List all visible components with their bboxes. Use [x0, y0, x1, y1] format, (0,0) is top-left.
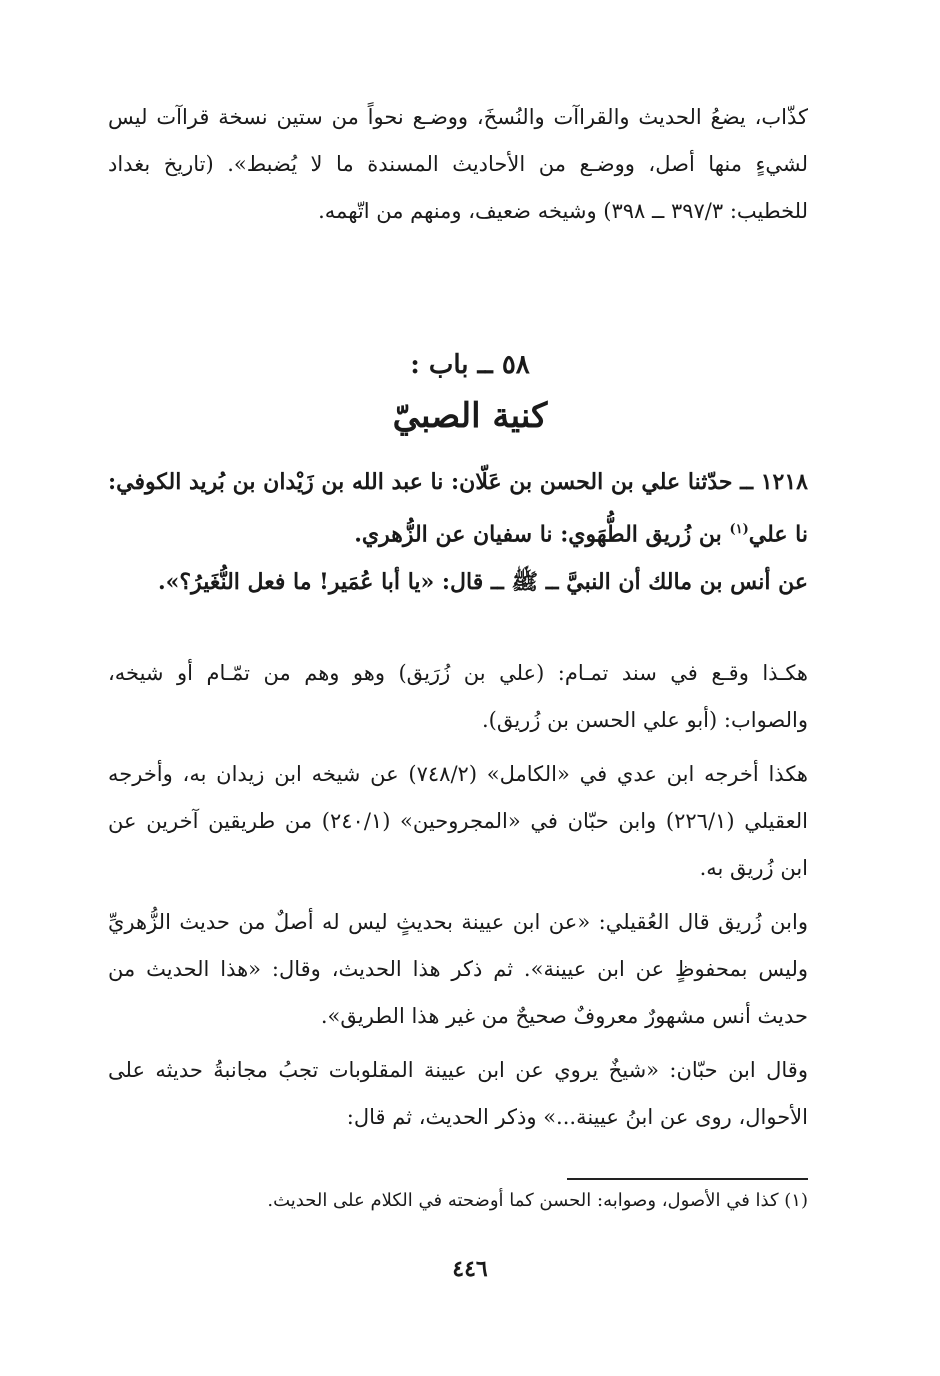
chapter-number: ٥٨ ــ باب :	[410, 350, 530, 380]
footnote-divider	[567, 1178, 808, 1180]
hadith-block	[108, 458, 808, 606]
page-number: ٤٤٦	[452, 1256, 488, 1282]
intro-block	[108, 94, 808, 235]
hadith-matn: عن أنس بن مالك أن النبيَّ ــ ﷺ ــ قال: «يا أبا عُمَير! ما فعل النُّغَيرُ؟».	[157, 569, 808, 596]
chapter-title: كنية الصبيّ	[392, 396, 548, 436]
commentary-paragraph: هكـذا وقـع في سند تمـام: (علي بن زُرَيق) وهو وهم من تمّـام أو شيخه، والصواب: (أبو علي الحسن بن زُريق).	[108, 661, 808, 732]
isnad-text-end: بن زُريق الطُّهَوي: نا سفيان عن الزُّهري.	[354, 521, 730, 548]
footnote: (١) كذا في الأصول، وصوابه: الحسن كما أوضحته في الكلام على الحديث.	[267, 1190, 808, 1211]
footnote-marker: (١)	[729, 522, 749, 537]
commentary-paragraph: هكذا أخرجه ابن عدي في «الكامل» (٧٤٨/٢) عن شيخه ابن زيدان به، وأخرجه العقيلي (٢٢٦/١) وابن حبّان في «المجروحين» (٢٤٠/١) من طريقين آخرين عن ابن زُريق به.	[108, 762, 808, 880]
commentary-paragraph: وابن زُريق قال العُقيلي: «عن ابن عيينة بحديثٍ ليس له أصلٌ من حديث الزُّهريِّ وليس بمحفوظٍ عن ابن عيينة». ثم ذكر هذا الحديث، وقال: «هذا الحديث من حديث أنس مشهورٌ معروفٌ صحيحٌ من غير هذا الطريق».	[108, 910, 808, 1028]
intro-paragraph: كذّاب، يضعُ الحديث والقراآت والنُسخَ، ووضـع نحواً من ستين نسخة قراآت ليس لشيءٍ منها أصل، ووضـع من الأحاديث المسندة ما لا يُضبط». (تاريخ بغداد للخطيب: ٣٩٧/٣ ــ ٣٩٨) وشيخه ضعيف، ومنهم من اتّهمه.	[108, 105, 808, 223]
commentary-paragraph: وقال ابن حبّان: «شيخٌ يروي عن ابن عيينة المقلوبات تجبُ مجانبةُ حديثه على الأحوال، روى عن ابنُ عيينة...» وذكر الحديث، ثم قال:	[108, 1058, 808, 1129]
hadith-isnad	[108, 458, 808, 558]
isnad-text-start: ١٢١٨ ــ حدّثنا علي بن الحسن بن عَلّان: نا عبد الله بن زَيْدان بن بُريد الكوفي: نا علي	[108, 469, 808, 548]
commentary-block	[108, 650, 808, 1148]
